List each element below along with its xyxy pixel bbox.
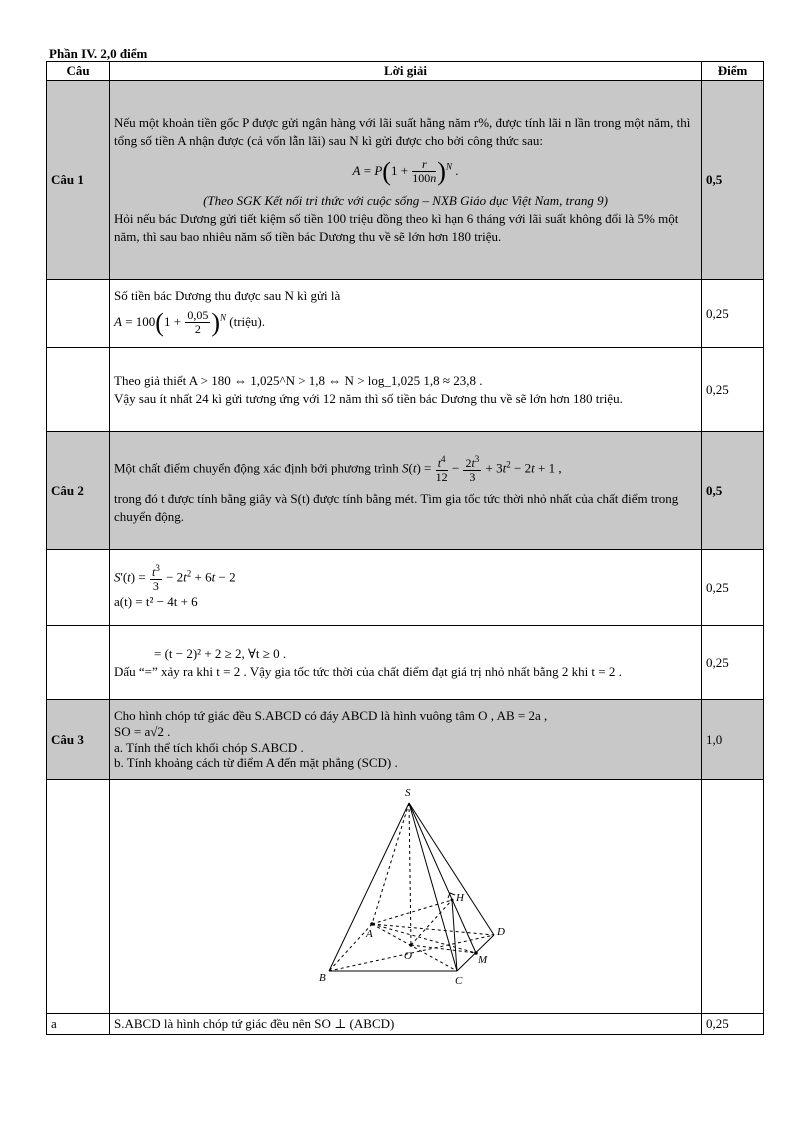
figure-row bbox=[47, 780, 764, 1014]
label-D: D bbox=[497, 926, 505, 938]
label-M: M bbox=[478, 954, 488, 966]
question-1-source: (Theo SGK Kết nối tri thức với cuộc sống – NXB Giáo dục Việt Nam, trang 9) bbox=[203, 193, 608, 209]
edge-SA bbox=[372, 803, 409, 924]
edge-SD bbox=[409, 803, 494, 935]
question-2-text: Một chất điểm chuyển động xác định bởi phương trình S(t) = $\frac{t^4}{12}$ − $\frac{2t^3}{3}$ + $3t^2 - 2t + 1$ , trong đó t được tính bằng giây và S(t) được tính bằng mét. Tìm gia tốc tức thời nhỏ nhất của chất điểm trong chuyển động. bbox=[110, 432, 702, 550]
line-OH bbox=[411, 900, 452, 945]
question-3-line2: SO = a√2 . bbox=[114, 723, 171, 739]
header-diem: Điểm bbox=[702, 62, 764, 81]
question-3-row bbox=[47, 700, 764, 780]
question-1-formula: A = P(1 + $\frac{r}{100n}$ )$^N$ . bbox=[352, 156, 459, 186]
pyramid-figure bbox=[114, 781, 698, 1007]
label-C: C bbox=[455, 975, 463, 987]
solution-3a-row bbox=[47, 1013, 764, 1034]
solution-1a-row bbox=[47, 280, 764, 348]
pyramid-figure-cell bbox=[110, 780, 702, 1014]
solution-2a-line2: a(t) = t² − 4t + 6 bbox=[114, 594, 198, 610]
edge-SB bbox=[329, 803, 409, 971]
label-A: A bbox=[366, 928, 373, 940]
edge-SM bbox=[409, 803, 476, 953]
solution-2b-text bbox=[110, 626, 702, 700]
header-cau: Câu bbox=[47, 62, 110, 81]
edge-SO bbox=[409, 803, 411, 945]
question-3-points: 1,0 bbox=[702, 700, 764, 780]
solution-1b-points: 0,25 bbox=[702, 348, 764, 432]
question-3-line3: a. Tính thể tích khối chóp S.ABCD . bbox=[114, 739, 304, 755]
solution-3a-points: 0,25 bbox=[702, 1013, 764, 1034]
solution-2b-line2: Dấu “=” xảy ra khi t = 2 . Vậy gia tốc tức thời của chất điểm đạt giá trị nhỏ nhất bằng 2 khi t = 2 . bbox=[114, 663, 622, 679]
question-2-text-b: trong đó t được tính bằng giây và S(t) được tính bằng mét. Tìm gia tốc tức thời nhỏ nhất của chất điểm trong chuyển động. bbox=[114, 491, 679, 525]
question-2-points: 0,5 bbox=[702, 432, 764, 550]
question-2-label: Câu 2 bbox=[47, 432, 110, 550]
label-B: B bbox=[319, 972, 326, 984]
solution-2b-line1: = (t − 2)² + 2 ≥ 2, ∀t ≥ 0 . bbox=[154, 645, 287, 661]
question-3-text bbox=[110, 700, 702, 780]
header-loi-giai: Lời giải bbox=[110, 62, 702, 81]
solution-1b-line1: Theo giả thiết A > 180 ⇔ 1,025^N > 1,8 ⇔ N > log_1,025 1,8 ≈ 23,8 . bbox=[114, 372, 483, 388]
solution-3a-text: S.ABCD là hình chóp tứ giác đều nên SO ⊥ (ABCD) bbox=[110, 1013, 702, 1034]
solution-1a-points: 0,25 bbox=[702, 280, 764, 348]
section-title: Phần IV. 2,0 điểm bbox=[49, 46, 148, 61]
question-2-row bbox=[47, 432, 764, 550]
edge-CH bbox=[452, 900, 457, 971]
solution-3a-label: a bbox=[47, 1013, 110, 1034]
table-header-row bbox=[47, 62, 764, 81]
question-1-row bbox=[47, 81, 764, 280]
question-1-text bbox=[110, 81, 702, 280]
solution-1b-row bbox=[47, 348, 764, 432]
solution-2a-points: 0,25 bbox=[702, 550, 764, 626]
question-1-points: 0,5 bbox=[702, 81, 764, 280]
solution-2b-row bbox=[47, 626, 764, 700]
question-1-intro: Nếu một khoản tiền gốc P được gửi ngân hàng với lãi suất hằng năm r%, được tính lãi n lần trong một năm, thì tổng số tiền A nhận được (cả vốn lẫn lãi) sau N kì gửi được cho bởi công thức sau: bbox=[114, 114, 691, 148]
solution-2a-row bbox=[47, 550, 764, 626]
line-OM bbox=[411, 945, 476, 953]
question-3-line1: Cho hình chóp tứ giác đều S.ABCD có đáy ABCD là hình vuông tâm O , AB = 2a , bbox=[114, 708, 548, 724]
line-AM bbox=[372, 924, 476, 953]
question-3-line4: b. Tính khoảng cách từ điểm A đến mặt phẳng (SCD) . bbox=[114, 755, 398, 771]
diag-AC bbox=[372, 924, 457, 971]
label-S: S bbox=[405, 787, 411, 799]
question-1-label: Câu 1 bbox=[47, 81, 110, 280]
solution-2b-points: 0,25 bbox=[702, 626, 764, 700]
solution-1a-text bbox=[110, 280, 702, 348]
solution-1a-formula: A = 100(1 + $\frac{0,05}{2}$ )$^N$ (triệu). bbox=[114, 307, 265, 337]
solution-2a-text: S'(t) = $\frac{t^3}{3}$ − $2t^2 + 6t - 2$ a(t) = t² − 4t + 6 bbox=[110, 550, 702, 626]
question-2-text-a: Một chất điểm chuyển động xác định bởi phương trình bbox=[114, 460, 399, 476]
solution-1a-line1: Số tiền bác Dương thu được sau N kì gửi là bbox=[114, 287, 341, 303]
solution-table bbox=[46, 61, 764, 1035]
solution-1b-text bbox=[110, 348, 702, 432]
label-O: O bbox=[404, 950, 412, 962]
solution-1b-line2: Vậy sau ít nhất 24 kì gửi tương ứng với 12 năm thì số tiền bác Dương thu về sẽ lớn hơn 180 triệu. bbox=[114, 390, 623, 406]
question-1-question: Hỏi nếu bác Dương gửi tiết kiệm số tiền 100 triệu đồng theo kì hạn 6 tháng với lãi suất không đổi là 5% một năm, thì sau bao nhiêu năm số tiền bác Dương thu về sẽ lớn hơn 180 triệu. bbox=[114, 211, 679, 245]
question-3-label: Câu 3 bbox=[47, 700, 110, 780]
label-H: H bbox=[456, 892, 464, 904]
